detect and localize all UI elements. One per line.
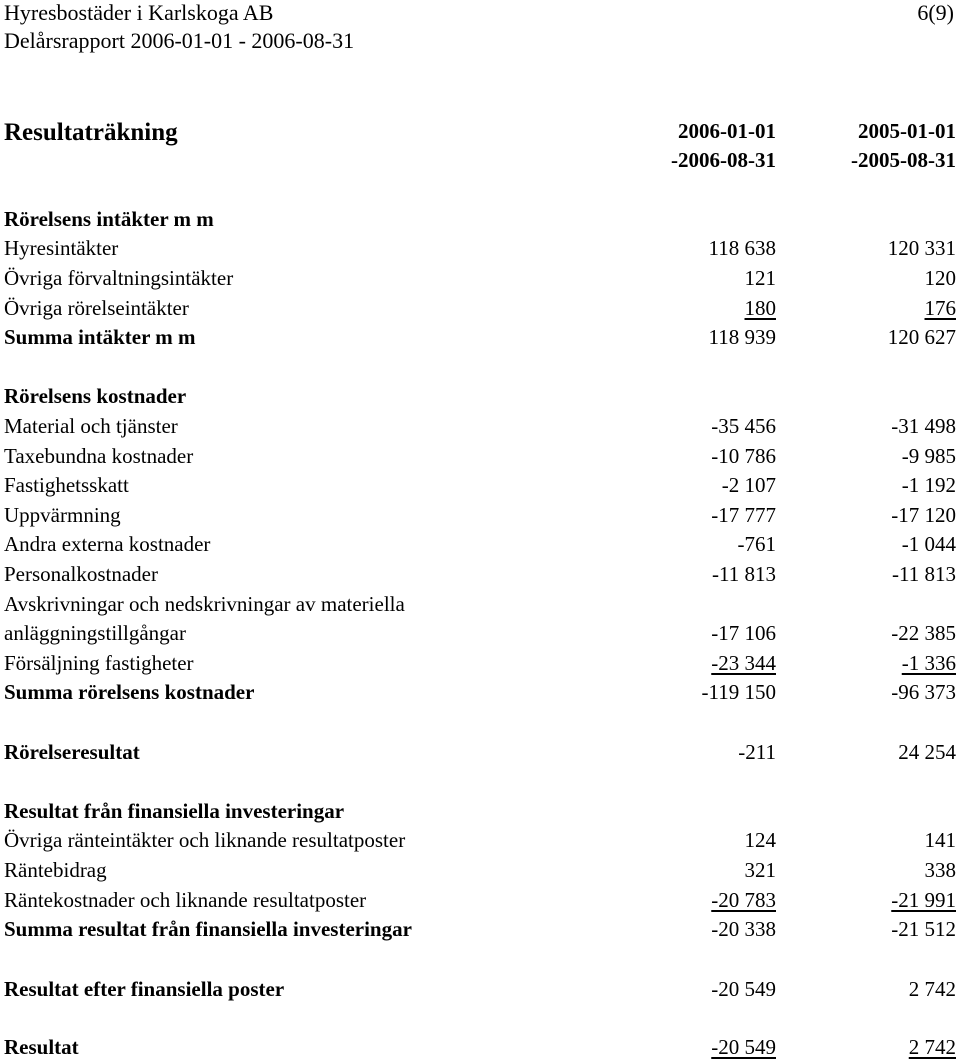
- value-previous: 338: [924, 858, 956, 882]
- page-title: Resultaträkning: [4, 119, 178, 146]
- column-header-previous-end: -2005-08-31: [851, 148, 956, 172]
- value-previous: 120 627: [887, 325, 956, 349]
- value-current: -119 150: [701, 680, 776, 704]
- value-current: -35 456: [711, 414, 776, 438]
- table-row: [0, 411, 960, 441]
- table-row: [0, 293, 960, 323]
- column-header-row-2: [0, 145, 960, 175]
- value-previous: -1 044: [901, 532, 956, 556]
- row-label: Avskrivningar och nedskrivningar av materiella: [4, 592, 405, 616]
- value-current: -20 549: [711, 1035, 776, 1059]
- subtotal-row: [0, 677, 960, 707]
- value-previous: 120: [924, 266, 956, 290]
- table-row: [0, 855, 960, 885]
- row-label: Räntebidrag: [4, 858, 107, 882]
- row-label: Räntekostnader och liknande resultatposter: [4, 888, 367, 912]
- value-current: -211: [738, 740, 776, 764]
- table-row: [0, 263, 960, 293]
- value-previous: -9 985: [901, 444, 956, 468]
- row-label: Rörelseresultat: [4, 740, 140, 764]
- value-current: 118 638: [708, 236, 776, 260]
- value-previous: 24 254: [898, 740, 956, 764]
- table-row: [0, 500, 960, 530]
- table-row: [0, 233, 960, 263]
- row-label: anläggningstillgångar: [4, 621, 186, 645]
- table-row: [0, 559, 960, 589]
- value-previous: -96 373: [891, 680, 956, 704]
- row-label: Summa resultat från finansiella investeringar: [4, 917, 412, 941]
- row-label: Rörelsens intäkter m m: [4, 207, 214, 231]
- column-header-previous: 2005-01-01: [858, 119, 956, 143]
- row-label: Övriga förvaltningsintäkter: [4, 266, 234, 290]
- value-previous: -1 336: [901, 651, 956, 675]
- column-header-current-end: -2006-08-31: [671, 148, 776, 172]
- row-label: Hyresintäkter: [4, 236, 119, 260]
- total-row: [0, 1032, 960, 1062]
- row-label: Andra externa kostnader: [4, 532, 211, 556]
- value-current: -17 106: [711, 621, 776, 645]
- value-previous: 141: [924, 828, 956, 852]
- row-label: Summa intäkter m m: [4, 325, 196, 349]
- value-current: -23 344: [711, 651, 776, 675]
- subtotal-row: [0, 974, 960, 1004]
- section-heading: [0, 796, 960, 826]
- table-row: [0, 885, 960, 915]
- row-label: Personalkostnader: [4, 562, 158, 586]
- column-header-current: 2006-01-01: [678, 119, 776, 143]
- value-previous: -21 512: [891, 917, 956, 941]
- value-previous: -22 385: [891, 621, 956, 645]
- value-previous: -31 498: [891, 414, 956, 438]
- report-period: Delårsrapport 2006-01-01 - 2006-08-31: [4, 28, 355, 53]
- value-previous: 2 742: [908, 1035, 956, 1059]
- value-current: 180: [744, 296, 776, 320]
- value-current: -2 107: [721, 473, 776, 497]
- table-row: [0, 529, 960, 559]
- value-current: -10 786: [711, 444, 776, 468]
- column-header-row-1: [0, 116, 960, 146]
- value-previous: -1 192: [901, 473, 956, 497]
- row-label: Rörelsens kostnader: [4, 384, 187, 408]
- row-label: Material och tjänster: [4, 414, 178, 438]
- value-previous: -11 813: [892, 562, 956, 586]
- value-previous: -21 991: [891, 888, 956, 912]
- value-current: -11 813: [712, 562, 776, 586]
- section-heading: [0, 204, 960, 234]
- value-current: 118 939: [708, 325, 776, 349]
- value-current: -20 549: [711, 977, 776, 1001]
- row-label: Fastighetsskatt: [4, 473, 129, 497]
- row-label: Summa rörelsens kostnader: [4, 680, 255, 704]
- table-row: [0, 825, 960, 855]
- value-current: -20 783: [711, 888, 776, 912]
- value-current: 124: [744, 828, 776, 852]
- subtotal-row: [0, 737, 960, 767]
- row-label: Övriga rörelseintäkter: [4, 296, 189, 320]
- subtotal-row: [0, 914, 960, 944]
- row-label: Resultat från finansiella investeringar: [4, 799, 345, 823]
- row-label: Försäljning fastigheter: [4, 651, 194, 675]
- table-row: [0, 470, 960, 500]
- table-row: [0, 648, 960, 678]
- value-previous: 2 742: [908, 977, 956, 1001]
- page-number: 6(9): [917, 0, 954, 25]
- row-label: Uppvärmning: [4, 503, 121, 527]
- value-current: 321: [744, 858, 776, 882]
- table-row: [0, 441, 960, 471]
- value-previous: -17 120: [891, 503, 956, 527]
- row-label: Resultat efter finansiella poster: [4, 977, 285, 1001]
- row-label: Resultat: [4, 1035, 79, 1059]
- row-label: Taxebundna kostnader: [4, 444, 194, 468]
- value-current: -17 777: [711, 503, 776, 527]
- row-label: Övriga ränteintäkter och liknande resultatposter: [4, 828, 406, 852]
- value-previous: 176: [924, 296, 956, 320]
- table-row: [0, 618, 960, 648]
- subtotal-row: [0, 322, 960, 352]
- value-current: -20 338: [711, 917, 776, 941]
- company-name: Hyresbostäder i Karlskoga AB: [4, 0, 274, 25]
- table-row: [0, 589, 960, 619]
- value-current: 121: [744, 266, 776, 290]
- section-heading: [0, 381, 960, 411]
- value-current: -761: [737, 532, 776, 556]
- value-previous: 120 331: [887, 236, 956, 260]
